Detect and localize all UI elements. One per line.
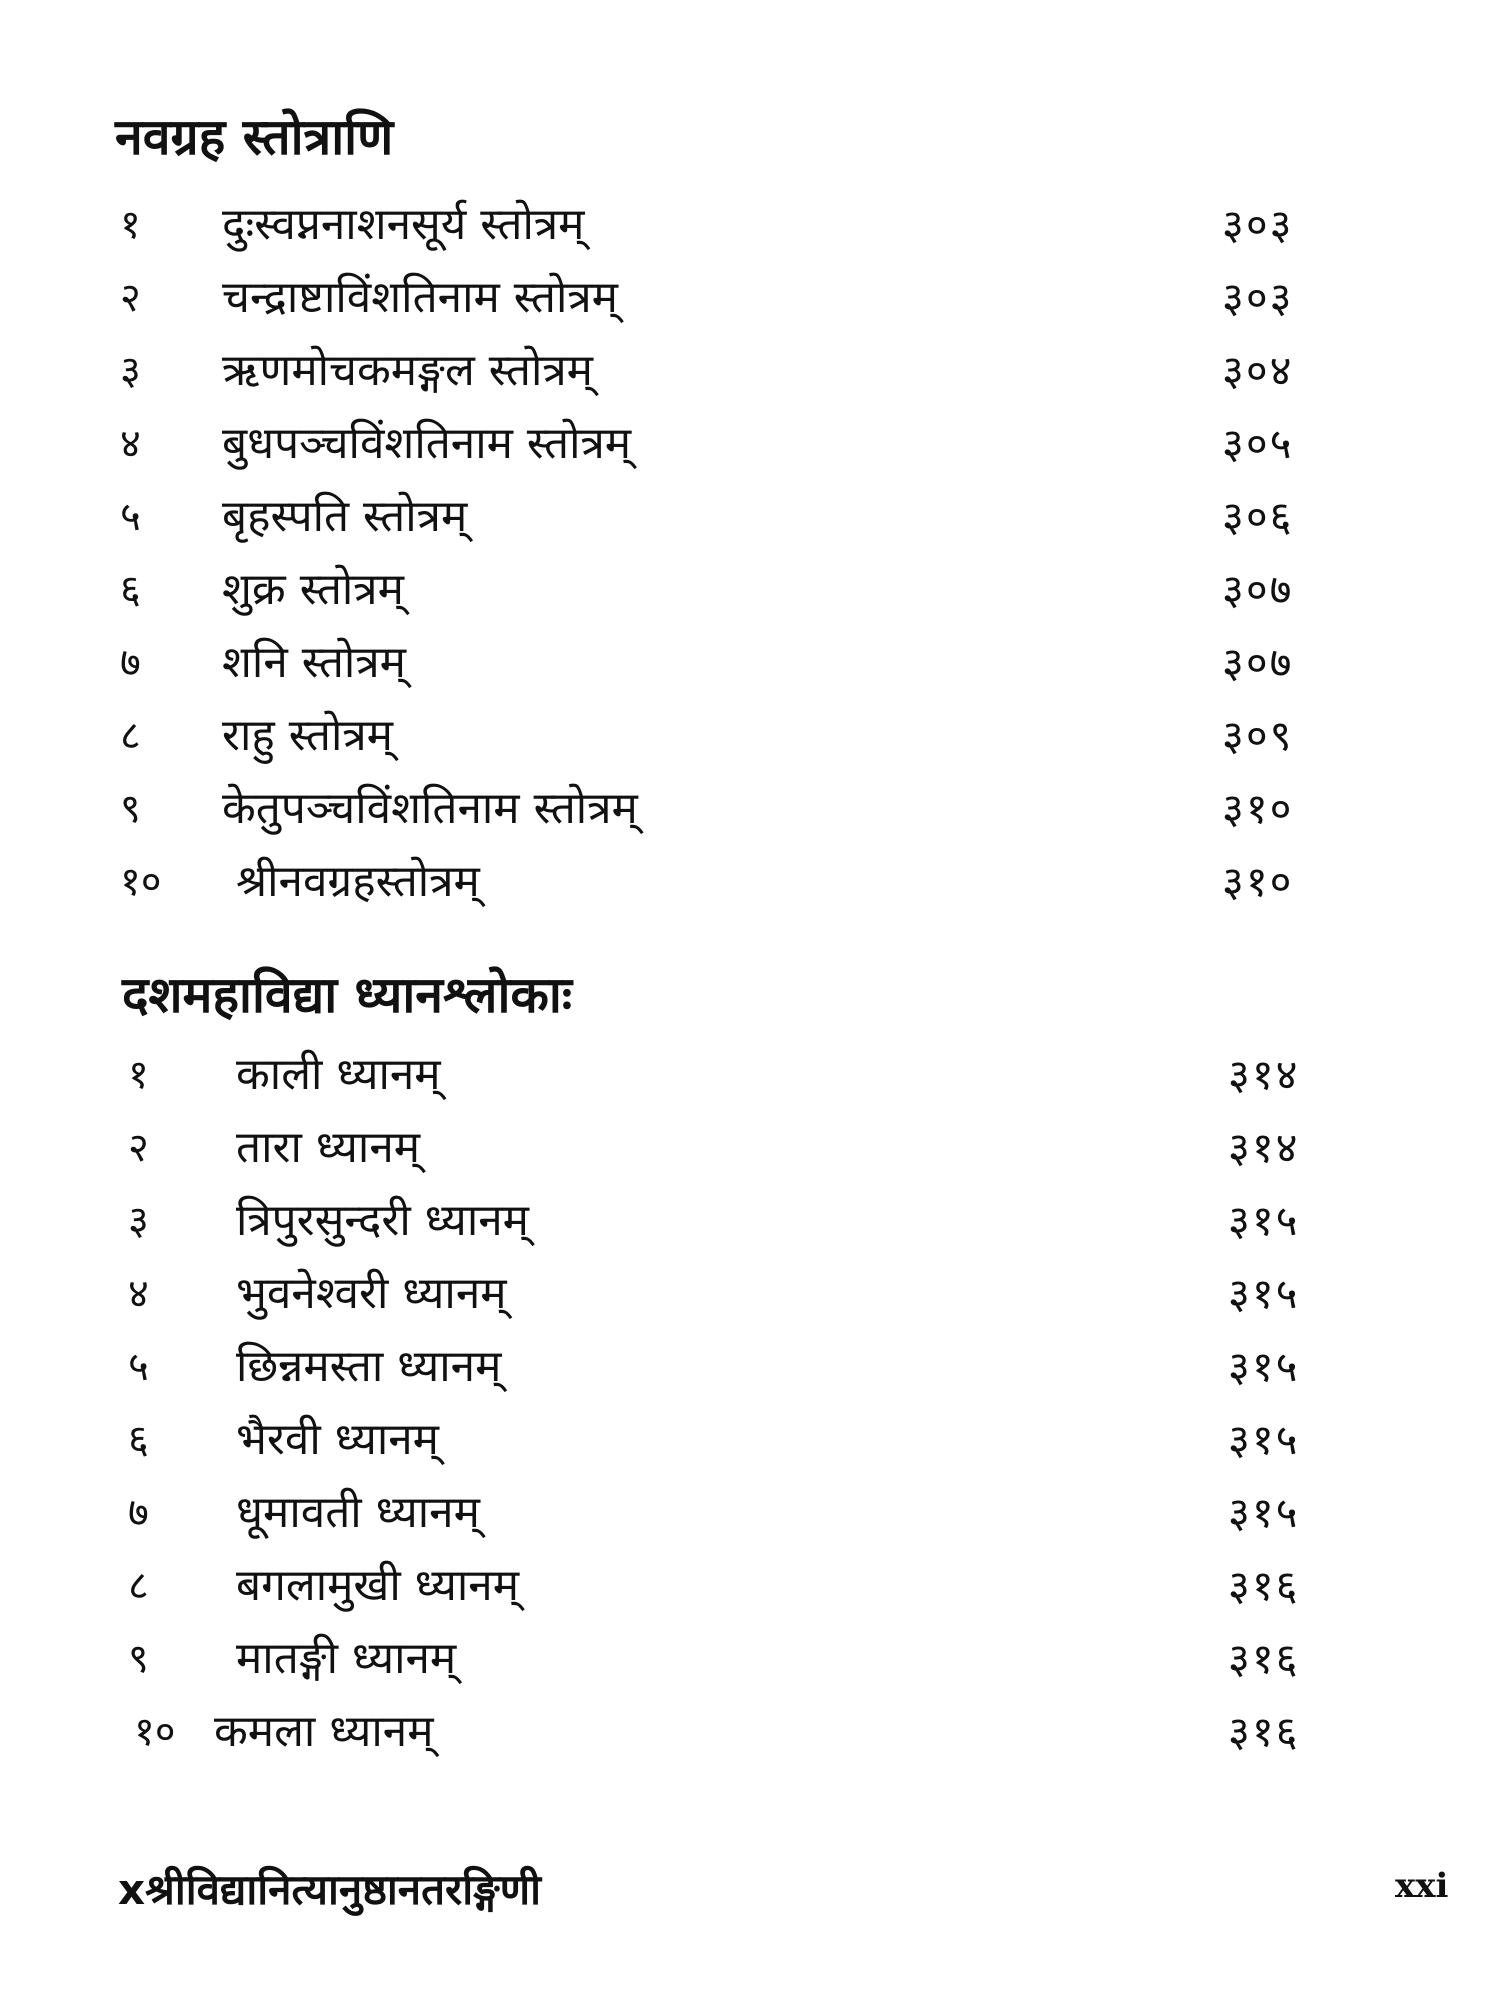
entry-number: १० xyxy=(120,859,162,905)
toc-entry xyxy=(0,341,1500,401)
entry-label: तारा ध्यानम् xyxy=(236,1122,421,1173)
entry-label: भैरवी ध्यानम् xyxy=(236,1414,439,1465)
toc-entry xyxy=(0,1045,1500,1105)
entry-number: ९ xyxy=(120,786,141,832)
toc-entry xyxy=(0,414,1500,474)
entry-label: धूमावती ध्यानम् xyxy=(236,1487,480,1538)
entry-page-number: ३०६ xyxy=(1222,492,1294,541)
toc-entry xyxy=(0,706,1500,766)
entry-number: १ xyxy=(128,1052,149,1098)
entry-label: चन्द्राष्टाविंशतिनाम स्तोत्रम् xyxy=(222,272,618,323)
entry-number: १० xyxy=(134,1709,176,1755)
entry-label: छिन्नमस्ता ध्यानम् xyxy=(236,1341,502,1392)
entry-label: शनि स्तोत्रम् xyxy=(222,637,406,688)
entry-page-number: ३१५ xyxy=(1228,1488,1300,1537)
entry-number: ५ xyxy=(128,1344,149,1390)
entry-number: ९ xyxy=(128,1636,149,1682)
entry-page-number: ३१६ xyxy=(1228,1561,1300,1610)
entry-page-number: ३१० xyxy=(1222,857,1294,906)
toc-entry xyxy=(0,779,1500,839)
entry-page-number: ३०७ xyxy=(1222,565,1294,614)
entry-number: २ xyxy=(128,1125,149,1171)
toc-entry xyxy=(0,1337,1500,1397)
toc-entry xyxy=(0,195,1500,255)
entry-page-number: ३०३ xyxy=(1222,273,1294,322)
entry-label: बृहस्पति स्तोत्रम् xyxy=(222,491,468,542)
entry-number: १ xyxy=(120,202,141,248)
entry-page-number: ३१५ xyxy=(1228,1269,1300,1318)
toc-entry xyxy=(0,1191,1500,1251)
entry-number: ४ xyxy=(128,1271,149,1317)
entry-label: ऋणमोचकमङ्गल स्तोत्रम् xyxy=(222,345,593,396)
entry-number: ३ xyxy=(120,348,141,394)
entry-page-number: ३०७ xyxy=(1222,638,1294,687)
entry-number: ३ xyxy=(128,1198,149,1244)
entry-page-number: ३०९ xyxy=(1222,711,1294,760)
entry-label: दुःस्वप्ननाशनसूर्य स्तोत्रम् xyxy=(222,199,585,250)
entry-page-number: ३०३ xyxy=(1222,200,1294,249)
entry-label: त्रिपुरसुन्दरी ध्यानम् xyxy=(236,1195,529,1246)
toc-entry xyxy=(0,1629,1500,1689)
entry-page-number: ३१० xyxy=(1222,784,1294,833)
toc-entry xyxy=(0,1483,1500,1543)
entry-label: राहु स्तोत्रम् xyxy=(222,710,393,761)
toc-entry xyxy=(0,487,1500,547)
toc-entry xyxy=(0,1556,1500,1616)
entry-label: भुवनेश्वरी ध्यानम् xyxy=(236,1268,507,1319)
section-title-navagraha: नवग्रह स्तोत्राणि xyxy=(115,108,394,166)
entry-label: बगलामुखी ध्यानम् xyxy=(236,1560,520,1611)
toc-entry xyxy=(0,852,1500,912)
entry-label: कमला ध्यानम् xyxy=(214,1706,434,1757)
entry-number: २ xyxy=(120,275,141,321)
entry-page-number: ३१५ xyxy=(1228,1196,1300,1245)
toc-entry xyxy=(0,1410,1500,1470)
entry-label: शुक्र स्तोत्रम् xyxy=(222,564,404,615)
entry-number: ८ xyxy=(120,713,141,759)
entry-number: ७ xyxy=(120,640,141,686)
toc-entry xyxy=(0,1702,1500,1762)
toc-entry xyxy=(0,268,1500,328)
entry-page-number: ३१५ xyxy=(1228,1342,1300,1391)
entry-number: ६ xyxy=(120,567,141,613)
entry-label: काली ध्यानम् xyxy=(236,1049,441,1100)
entry-page-number: ३१५ xyxy=(1228,1415,1300,1464)
entry-page-number: ३०५ xyxy=(1222,419,1294,468)
entry-number: ८ xyxy=(128,1563,149,1609)
entry-page-number: ३०४ xyxy=(1222,346,1294,395)
footer-page-number: xxi xyxy=(1395,1866,1449,1906)
entry-number: ४ xyxy=(120,421,141,467)
toc-entry xyxy=(0,560,1500,620)
entry-label: बुधपञ्चविंशतिनाम स्तोत्रम् xyxy=(222,418,632,469)
entry-page-number: ३१४ xyxy=(1228,1123,1300,1172)
entry-number: ५ xyxy=(120,494,141,540)
section-title-dashamahavidya: दशमहाविद्या ध्यानश्लोकाः xyxy=(122,966,572,1024)
entry-label: श्रीनवग्रहस्तोत्रम् xyxy=(236,856,480,907)
entry-label: मातङ्गी ध्यानम् xyxy=(236,1633,457,1684)
toc-entry xyxy=(0,1264,1500,1324)
toc-entry xyxy=(0,1118,1500,1178)
entry-page-number: ३१६ xyxy=(1228,1707,1300,1756)
toc-entry xyxy=(0,633,1500,693)
entry-label: केतुपञ्चविंशतिनाम स्तोत्रम् xyxy=(222,783,638,834)
entry-number: ६ xyxy=(128,1417,149,1463)
entry-page-number: ३१४ xyxy=(1228,1050,1300,1099)
entry-page-number: ३१६ xyxy=(1228,1634,1300,1683)
entry-number: ७ xyxy=(128,1490,149,1536)
running-footer-title: xश्रीविद्यानित्यानुष्ठानतरङ्गिणी xyxy=(118,1865,541,1914)
